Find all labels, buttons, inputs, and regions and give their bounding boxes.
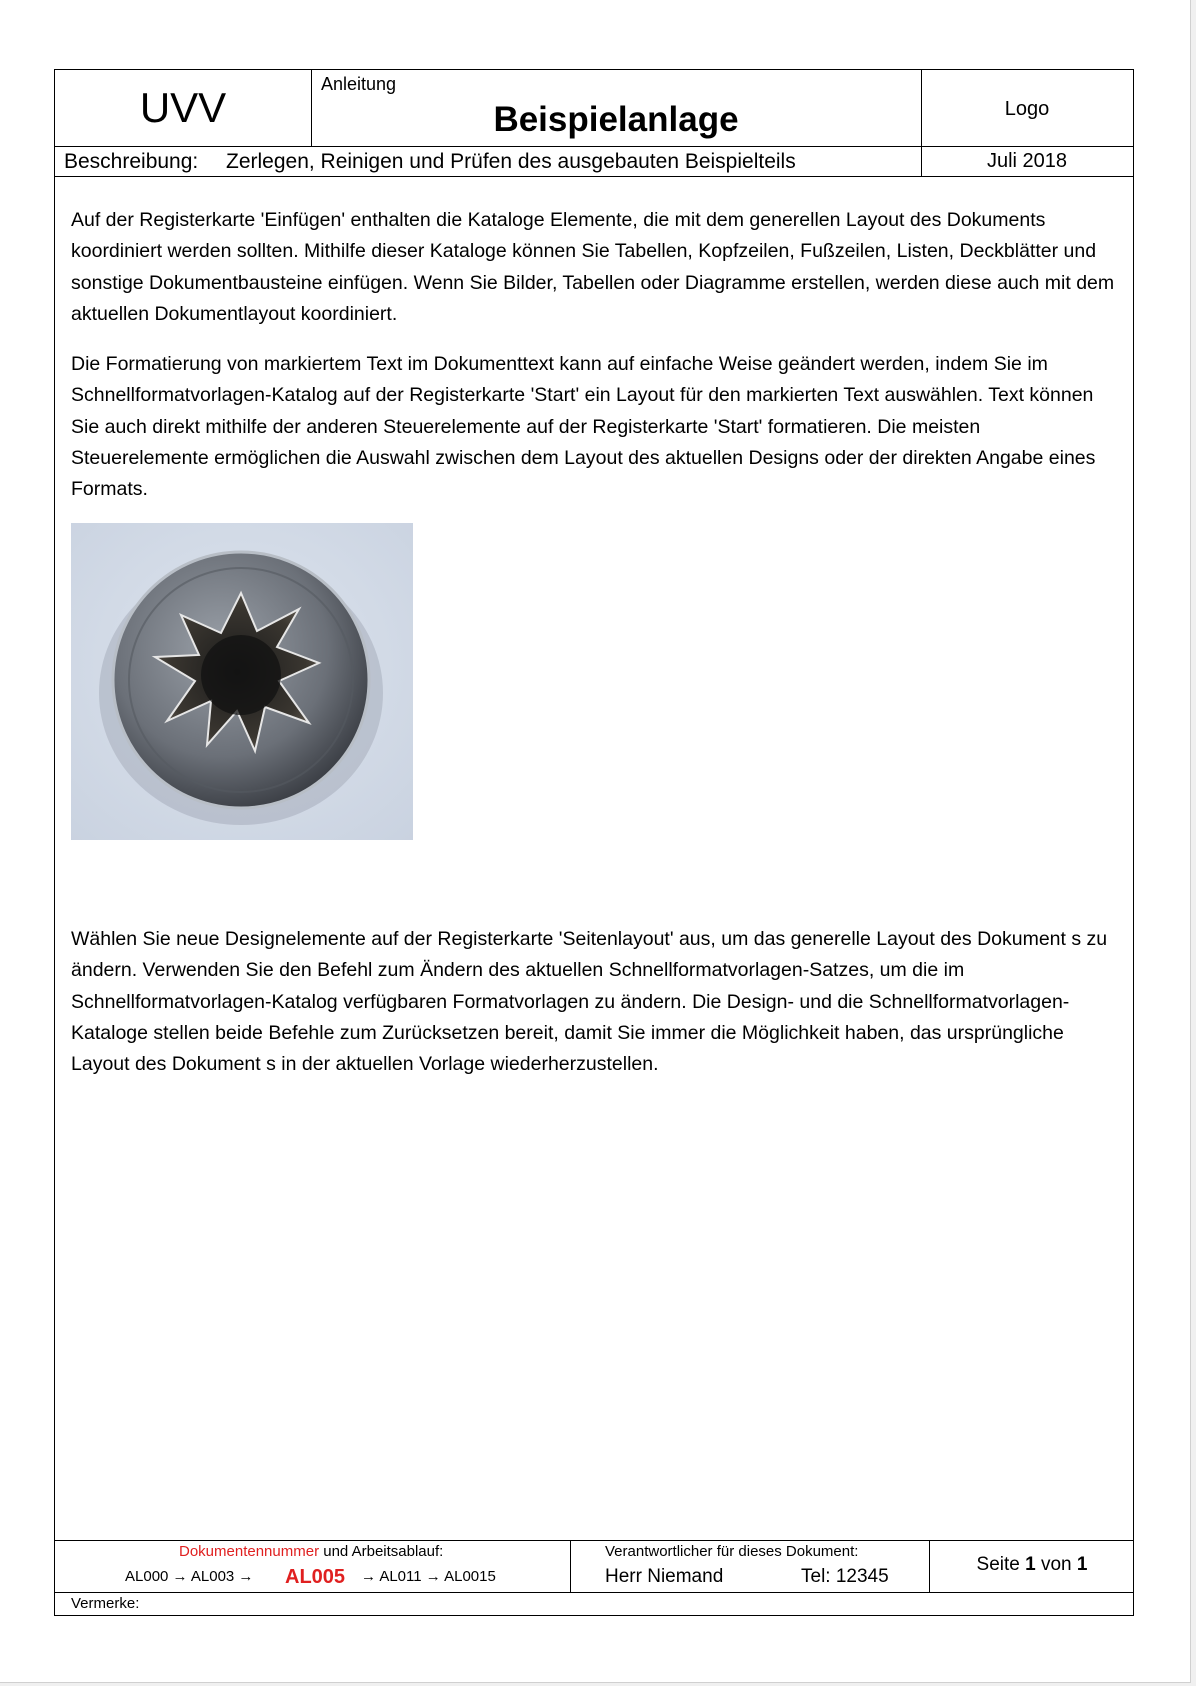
workflow-sequence-after: → AL011 → AL0015 bbox=[361, 1568, 496, 1585]
description-value: Zerlegen, Reinigen und Prüfen des ausgebauten Beispielteils bbox=[226, 150, 796, 173]
page-current: 1 bbox=[1025, 1554, 1036, 1575]
description-label: Beschreibung: bbox=[64, 150, 199, 173]
uvv-label: UVV bbox=[139, 84, 227, 131]
page-frame bbox=[54, 69, 1134, 1616]
footer-rule bbox=[55, 1540, 1133, 1541]
footer-divider bbox=[570, 1540, 571, 1592]
header-rule bbox=[55, 146, 1133, 147]
workflow-sequence-before: AL000 → AL003 → bbox=[125, 1568, 254, 1585]
paragraph-1: Auf der Registerkarte 'Einfügen' enthalten die Kataloge Elemente, die mit dem generellen Layout des Dokuments koordiniert werden sollten. Mithilfe dieser Kataloge können Sie Tabellen, Kopfzeilen, Fußzeilen, Listen, Deckblätter und sonstige Dokumentbausteine einfügen. Wenn Sie Bilder, Tabellen oder Diagramme erstellen, werden diese auch mit dem aktuellen Dokumentlayout koordiniert. bbox=[71, 209, 1115, 325]
responsible-phone: Tel: 12345 bbox=[801, 1566, 889, 1587]
header-rule bbox=[55, 176, 1133, 177]
docnum-label: Dokumentennummer bbox=[179, 1543, 320, 1560]
current-document-number: AL005 bbox=[285, 1566, 346, 1588]
workflow-label bbox=[179, 1543, 443, 1560]
paragraph-2: Die Formatierung von markiertem Text im Dokumenttext kann auf einfache Weise geändert werden, indem Sie im Schnellformatvorlagen-Katalog auf der Registerkarte 'Start' ein Layout für den markierten Text auswählen. Text können Sie auch direkt mithilfe der anderen Steuerelemente auf der Registerkarte 'Start' formatieren. Die meisten Steuerelemente ermöglichen die Auswahl zwischen dem Layout des aktuellen Designs oder der direkten Angabe eines Formats. bbox=[71, 353, 1096, 501]
document-header bbox=[55, 70, 1133, 177]
document-date: Juli 2018 bbox=[986, 150, 1068, 172]
screw-head-icon bbox=[71, 523, 413, 840]
footer-rule bbox=[55, 1592, 1133, 1593]
page-word: Seite bbox=[976, 1554, 1020, 1575]
responsible-name: Herr Niemand bbox=[605, 1566, 724, 1587]
logo-placeholder: Logo bbox=[1004, 98, 1050, 120]
document-footer bbox=[55, 1540, 1133, 1615]
page-number bbox=[929, 1554, 1135, 1576]
page-of: von bbox=[1040, 1554, 1072, 1575]
document-type-label: Anleitung bbox=[321, 74, 397, 94]
paragraph-3: Wählen Sie neue Designelemente auf der Registerkarte 'Seitenlayout' aus, um das generelle Layout des Dokument s zu ändern. Verwenden Sie den Befehl zum Ändern des aktuellen Schnellformatvorlagen-Satzes, um die im Schnellformatvorlagen-Katalog verfügbaren Formatvorlagen zu ändern. Die Design- und die Schnellformatvorlagen-Kataloge stellen beide Befehle zum Zurücksetzen bereit, damit Sie immer die Möglichkeit haben, das ursprüngliche Layout des Dokument s in der aktuellen Vorlage wiederherzustellen. bbox=[71, 928, 1108, 1076]
document-title: Beispielanlage bbox=[493, 100, 739, 139]
remarks-label: Vermerke: bbox=[71, 1595, 140, 1612]
page-total: 1 bbox=[1076, 1554, 1088, 1575]
workflow-label-text: und Arbeitsablauf: bbox=[319, 1543, 444, 1560]
responsible-label: Verantwortlicher für dieses Dokument: bbox=[605, 1543, 859, 1560]
body-text bbox=[71, 205, 1116, 525]
screw-head-photo bbox=[71, 523, 413, 840]
